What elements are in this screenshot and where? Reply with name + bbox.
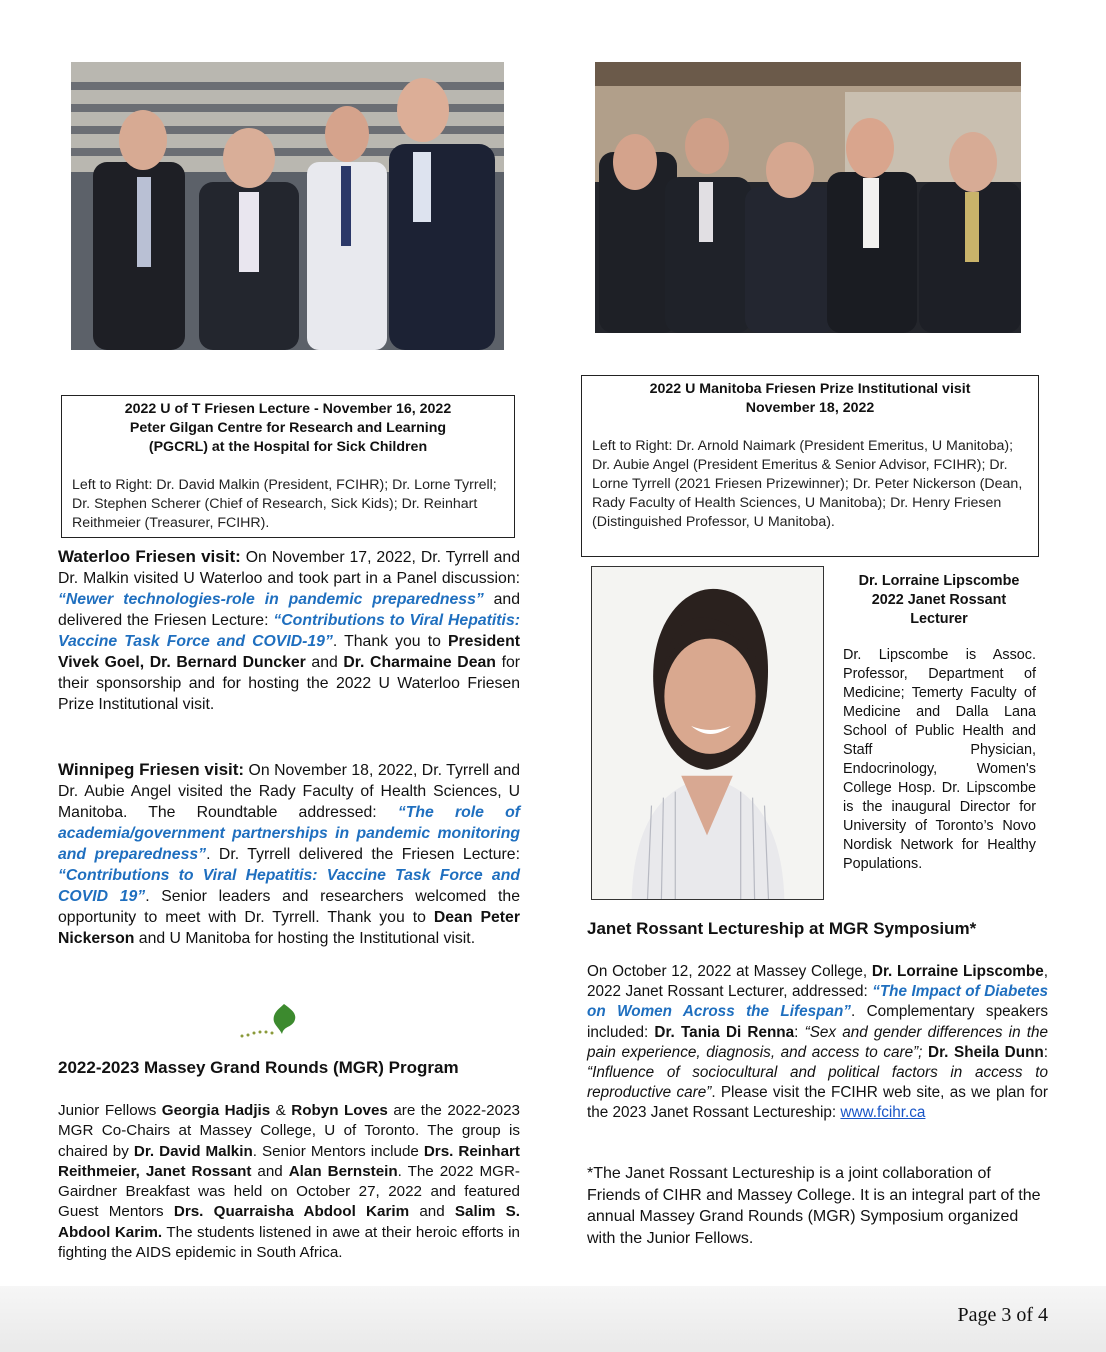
photo-pgcrl-group xyxy=(71,62,504,350)
winnipeg-section: Winnipeg Friesen visit: On November 18, 2022, Dr. Tyrrell and Dr. Aubie Angel visited the Rady Faculty of Health Sciences, U Manitoba. The Roundtable addressed: “The role of academia/government partnerships in pandemic monitoring and preparedness”. Dr. Tyrrell delivered the Friesen Lecture: “Contributions to Viral Hepatitis: Vaccine Task Force and COVID 19”. Senior leaders and researchers welcomed the opportunity to meet with Dr. Tyrrell. Thank you to Dean Peter Nickerson and U Manitoba for hosting the Institutional visit. xyxy=(58,760,520,947)
page-footer xyxy=(0,1286,1106,1352)
caption-box-pgcrl xyxy=(61,395,515,538)
rossant-footnote: *The Janet Rossant Lectureship is a joint collaboration of Friends of CIHR and Massey College. It is an integral part of the annual Massey Grand Rounds (MGR) Symposium organized with the Junior Fellows. xyxy=(587,1165,1041,1247)
lipscombe-title: Dr. Lorraine Lipscombe 2022 Janet Rossant Lecturer xyxy=(858,573,1020,627)
caption-body: Left to Right: Dr. David Malkin (President, FCIHR); Dr. Lorne Tyrrell; Dr. Stephen Scherer (Chief of Research, Sick Kids); Dr. Reinhart Reithmeier (Treasurer, FCIHR). xyxy=(72,477,497,531)
mgr-section: Junior Fellows Georgia Hadjis & Robyn Loves are the 2022-2023 MGR Co-Chairs at Massey College, U of Toronto. The group is chaired by Dr. David Malkin. Senior Mentors include Drs. Reinhart Reithmeier, Janet Rossant and Alan Bernstein. The 2022 MGR-Gairdner Breakfast was held on October 27, 2022 and featured Guest Mentors Drs. Quarraisha Abdool Karim and Salim S. Abdool Karim. The students listened in awe at their heroic efforts in fighting the AIDS epidemic in South Africa. xyxy=(58,1102,521,1262)
photo-lipscombe-portrait xyxy=(591,566,824,900)
leaf-ornament-icon xyxy=(236,1002,302,1042)
caption-body: Left to Right: Dr. Arnold Naimark (President Emeritus, U Manitoba); Dr. Aubie Angel (President Emeritus & Senior Advisor, FCIHR); Dr. Lorne Tyrrell (2021 Friesen Prizewinner); Dr. Peter Nickerson (Dean, Rady Faculty of Health Sciences, U Manitoba); Dr. Henry Friesen (Distinguished Professor, U Manitoba). xyxy=(592,438,1023,530)
mgr-heading: 2022-2023 Massey Grand Rounds (MGR) Program xyxy=(58,1058,459,1077)
page-number: Page 3 of 4 xyxy=(957,1304,1048,1326)
photo-manitoba-group xyxy=(595,62,1021,333)
caption-title: 2022 U of T Friesen Lecture - November 16, 2022 Peter Gilgan Centre for Research and Learning (PGCRL) at the Hospital for Sick Children xyxy=(124,401,452,455)
rossant-heading: Janet Rossant Lectureship at MGR Symposium* xyxy=(587,919,977,938)
rossant-section: On October 12, 2022 at Massey College, Dr. Lorraine Lipscombe, 2022 Janet Rossant Lecturer, addressed: “The Impact of Diabetes on Women Across the Lifespan”. Complementary speakers included: Dr. Tania Di Renna: “Sex and gender differences in the pain experience, diagnosis, and access to care”; Dr. Sheila Dunn: “Influence of sociocultural and political factors in access to reproductive care”. Please visit the FCIHR web site, as we plan for the 2023 Janet Rossant Lectureship: www.fcihr.ca xyxy=(587,963,1049,1122)
waterloo-section: Waterloo Friesen visit: On November 17, 2022, Dr. Tyrrell and Dr. Malkin visited U Waterloo and took part in a Panel discussion: “Newer technologies-role in pandemic preparedness” and delivered the Friesen Lecture: “Contributions to Viral Hepatitis: Vaccine Task Force and COVID-19”. Thank you to President Vivek Goel, Dr. Bernard Duncker and Dr. Charmaine Dean for their sponsorship and for hosting the 2022 U Waterloo Friesen Prize Institutional visit. xyxy=(58,547,520,713)
caption-title: 2022 U Manitoba Friesen Prize Institutional visit November 18, 2022 xyxy=(649,381,971,416)
fcihr-link[interactable]: www.fcihr.ca xyxy=(840,1104,926,1122)
winnipeg-heading: Winnipeg Friesen visit: xyxy=(58,760,245,779)
lipscombe-bio: Dr. Lipscombe is Assoc. Professor, Department of Medicine; Temerty Faculty of Medicine and Dalla Lana School of Public Health and Staff Physician, Endocrinology, Women's College Hosp. Dr. Lipscombe is the inaugural Director for University of Toronto’s Novo Nordisk Network for Healthy Populations. xyxy=(843,647,1036,872)
caption-box-manitoba xyxy=(581,375,1039,557)
waterloo-heading: Waterloo Friesen visit: xyxy=(58,547,241,566)
